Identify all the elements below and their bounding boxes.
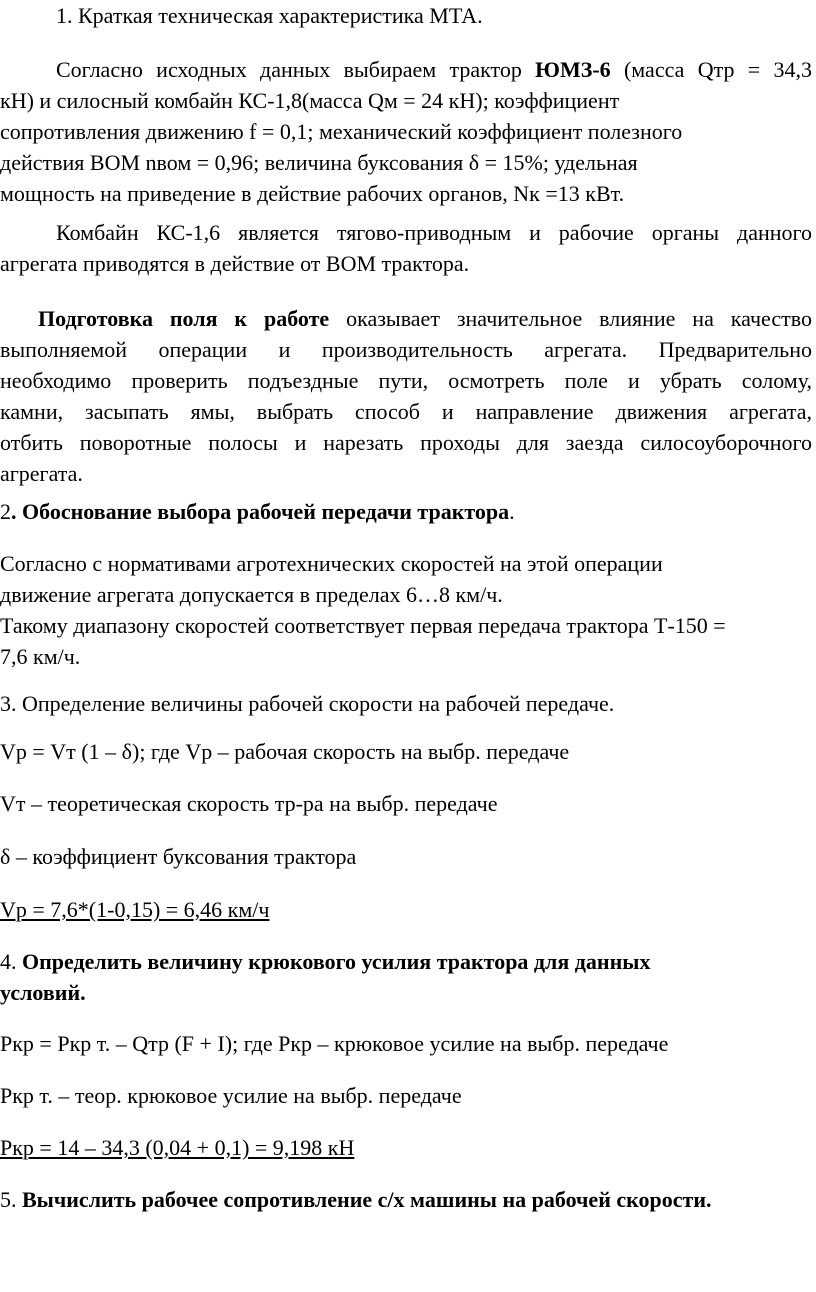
- paragraph-line: Такому диапазону скоростей соответствует первая передача трактора Т-150 =: [0, 613, 726, 638]
- paragraph-line: Согласно исходных данных выбираем трактор ЮМЗ-6 (масса Qтр = 34,3: [56, 57, 812, 82]
- bold-term: Подготовка поля к работе: [38, 306, 330, 331]
- formula-line: Ркр = Ркр т. – Qтр (F + I); где Ркр – крюковое усилие на выбр. передаче: [0, 1031, 669, 1056]
- paragraph-line: действия ВОМ nвом = 0,96; величина буксования δ = 15%; удельная: [0, 150, 638, 175]
- paragraph-line: необходимо проверить подъездные пути, осмотреть поле и убрать солому,: [0, 368, 812, 393]
- formula-line: Vт – теоретическая скорость тр-ра на выбр. передаче: [0, 791, 498, 816]
- paragraph-line: агрегата.: [0, 461, 83, 486]
- paragraph-line: движение агрегата допускается в пределах 6…8 км/ч.: [0, 582, 503, 607]
- paragraph-line: выполняемой операции и производительность агрегата. Предварительно: [0, 337, 812, 362]
- formula-line: δ – коэффициент буксования трактора: [0, 844, 357, 869]
- paragraph-line: Комбайн КС-1,6 является тягово-приводным и рабочие органы данного: [56, 220, 812, 245]
- formula-line: Ркр т. – теор. крюковое усилие на выбр. передаче: [0, 1083, 462, 1108]
- heading-section-5: 5. Вычислить рабочее сопротивление с/х машины на рабочей скорости.: [0, 1187, 712, 1212]
- paragraph-line: сопротивления движению f = 0,1; механический коэффициент полезного: [0, 119, 683, 144]
- heading-line: условий.: [0, 980, 86, 1005]
- formula-line: Vр = Vт (1 – δ); где Vр – рабочая скорость на выбр. передаче: [0, 739, 570, 764]
- paragraph-line: кН) и силосный комбайн КС-1,8(масса Qм = 24 кН); коэффициент: [0, 88, 620, 113]
- paragraph-line: мощность на приведение в действие рабочих органов, Nк =13 кВт.: [0, 181, 625, 206]
- paragraph-line: Подготовка поля к работе оказывает значительное влияние на качество: [38, 306, 812, 331]
- heading-line: 4. Определить величину крюкового усилия трактора для данных: [0, 949, 651, 974]
- paragraph-line: Согласно с нормативами агротехнических скоростей на этой операции: [0, 551, 663, 576]
- tractor-model: ЮМЗ-6: [535, 57, 611, 82]
- paragraph-line: 7,6 км/ч.: [0, 644, 81, 669]
- formula-result: Vр = 7,6*(1-0,15) = 6,46 км/ч: [0, 897, 270, 922]
- paragraph-line: камни, засыпать ямы, выбрать способ и направление движения агрегата,: [0, 399, 812, 424]
- heading-section-3: 3. Определение величины рабочей скорости на рабочей передаче.: [0, 691, 615, 716]
- heading-section-1: 1. Краткая техническая характеристика МТА.: [56, 3, 483, 28]
- formula-result: Ркр = 14 – 34,3 (0,04 + 0,1) = 9,198 кН: [0, 1135, 355, 1160]
- paragraph-line: агрегата приводятся в действие от ВОМ трактора.: [0, 251, 470, 276]
- heading-section-2: 2. Обоснование выбора рабочей передачи трактора.: [0, 499, 515, 524]
- paragraph-line: отбить поворотные полосы и нарезать проходы для заезда силосоуборочного: [0, 430, 812, 455]
